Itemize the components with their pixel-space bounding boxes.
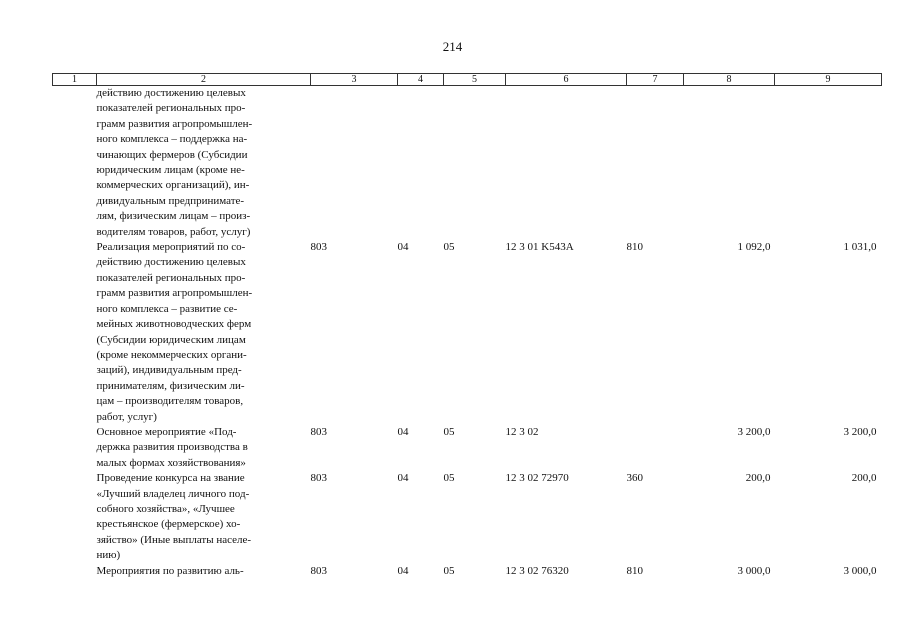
department-code-cell: 803 — [310, 564, 327, 577]
column-number: 8 — [684, 74, 775, 86]
department-code-cell: 803 — [310, 472, 327, 485]
row-index-cell — [53, 425, 97, 471]
row-index-cell — [53, 564, 97, 579]
amount-year2-cell: 3 200,0 — [843, 425, 877, 438]
department-code-cell — [311, 86, 398, 241]
description-line: чинающих фермеров (Субсидии — [96, 148, 248, 161]
column-number: 2 — [97, 74, 311, 86]
column-number: 3 — [311, 74, 398, 86]
subsection-code-cell: 05 — [443, 564, 455, 577]
column-number: 6 — [506, 74, 627, 86]
description-cell — [97, 471, 311, 563]
section-code-cell: 04 — [397, 564, 409, 577]
expense-type-cell: 360 — [626, 472, 643, 485]
target-article-cell: 12 3 02 — [505, 425, 539, 438]
description-line: принимателям, физическим ли- — [96, 379, 245, 392]
table-row — [53, 425, 882, 471]
amount-year1-cell — [684, 86, 775, 241]
column-number: 5 — [444, 74, 506, 86]
description-line: грамм развития агропромышлен- — [96, 287, 253, 300]
description-line: работ, услуг) — [96, 410, 157, 423]
column-number: 9 — [775, 74, 882, 86]
description-line: лям, физическим лицам – произ- — [96, 210, 251, 223]
section-code-cell: 04 — [397, 472, 409, 485]
description-cell — [97, 86, 311, 241]
target-article-cell: 12 3 02 72970 — [505, 472, 569, 485]
column-number: 7 — [627, 74, 684, 86]
expense-type-cell: 810 — [626, 564, 643, 577]
description-line: Мероприятия по развитию аль- — [96, 564, 244, 577]
subsection-code-cell: 05 — [443, 241, 455, 254]
description-line: дивидуальным предпринимате- — [96, 194, 245, 207]
row-index-cell — [53, 471, 97, 563]
table-row — [53, 240, 882, 425]
section-code-cell — [398, 86, 444, 241]
department-code-cell: 803 — [310, 241, 327, 254]
description-line: показателей региональных про- — [96, 102, 246, 115]
description-line: крестьянское (фермерское) хо- — [96, 518, 241, 531]
description-line: ного комплекса – развитие се- — [96, 302, 238, 315]
subsection-code-cell — [444, 86, 506, 241]
table-row — [53, 471, 882, 563]
description-line: собного хозяйства», «Лучшее — [96, 502, 235, 515]
section-code-cell: 04 — [397, 425, 409, 438]
target-article-cell: 12 3 01 K543A — [505, 241, 574, 254]
description-line: коммерческих организаций), ин- — [96, 179, 250, 192]
description-line: (Субсидии юридическим лицам — [96, 333, 246, 346]
table-body — [53, 86, 882, 580]
department-code-cell: 803 — [310, 425, 327, 438]
row-index-cell — [53, 240, 97, 425]
description-cell — [97, 240, 311, 425]
column-number-row — [53, 74, 882, 86]
description-cell — [97, 425, 311, 471]
amount-year2-cell — [775, 86, 882, 241]
expense-type-cell — [627, 425, 684, 471]
subsection-code-cell: 05 — [443, 425, 455, 438]
expense-type-cell: 810 — [626, 241, 643, 254]
description-line: Проведение конкурса на звание — [96, 472, 245, 485]
amount-year2-cell: 1 031,0 — [843, 241, 877, 254]
amount-year2-cell: 3 000,0 — [843, 564, 877, 577]
description-line: водителям товаров, работ, услуг) — [96, 225, 251, 238]
table-header — [53, 74, 882, 86]
description-line: заций), индивидуальным пред- — [96, 364, 242, 377]
expense-type-cell — [627, 86, 684, 241]
description-line: нию) — [96, 549, 121, 562]
amount-year2-cell: 200,0 — [851, 472, 877, 485]
description-line: показателей региональных про- — [96, 271, 246, 284]
description-line: цам – производителям товаров, — [96, 395, 244, 408]
description-line: Реализация мероприятий по со- — [96, 241, 246, 254]
column-number: 1 — [53, 74, 97, 86]
amount-year1-cell: 1 092,0 — [737, 241, 771, 254]
description-line: действию достижению целевых — [96, 87, 246, 99]
target-article-cell: 12 3 02 76320 — [505, 564, 569, 577]
description-line: юридическим лицам (кроме не- — [96, 164, 245, 177]
description-line: действию достижению целевых — [96, 256, 246, 269]
description-line: держка развития производства в — [96, 441, 248, 454]
subsection-code-cell: 05 — [443, 472, 455, 485]
description-line: мейных животноводческих ферм — [96, 318, 252, 331]
amount-year1-cell: 3 200,0 — [737, 425, 771, 438]
section-code-cell: 04 — [397, 241, 409, 254]
description-line: ного комплекса – поддержка на- — [96, 133, 248, 146]
description-line: грамм развития агропромышлен- — [96, 117, 253, 130]
row-index-cell — [53, 86, 97, 241]
target-article-cell — [506, 86, 627, 241]
table-row — [53, 564, 882, 579]
description-cell — [97, 564, 311, 579]
page-number: 214 — [442, 39, 463, 54]
amount-year1-cell: 200,0 — [745, 472, 771, 485]
description-line: Основное мероприятие «Под- — [96, 425, 237, 438]
table-row — [53, 86, 882, 241]
description-line: «Лучший владелец личного под- — [96, 487, 250, 500]
column-number: 4 — [398, 74, 444, 86]
description-line: малых формах хозяйствования» — [96, 456, 246, 469]
budget-table — [52, 73, 882, 579]
description-line: зяйство» (Иные выплаты населе- — [96, 533, 252, 546]
amount-year1-cell: 3 000,0 — [737, 564, 771, 577]
description-line: (кроме некоммерческих органи- — [96, 348, 247, 361]
